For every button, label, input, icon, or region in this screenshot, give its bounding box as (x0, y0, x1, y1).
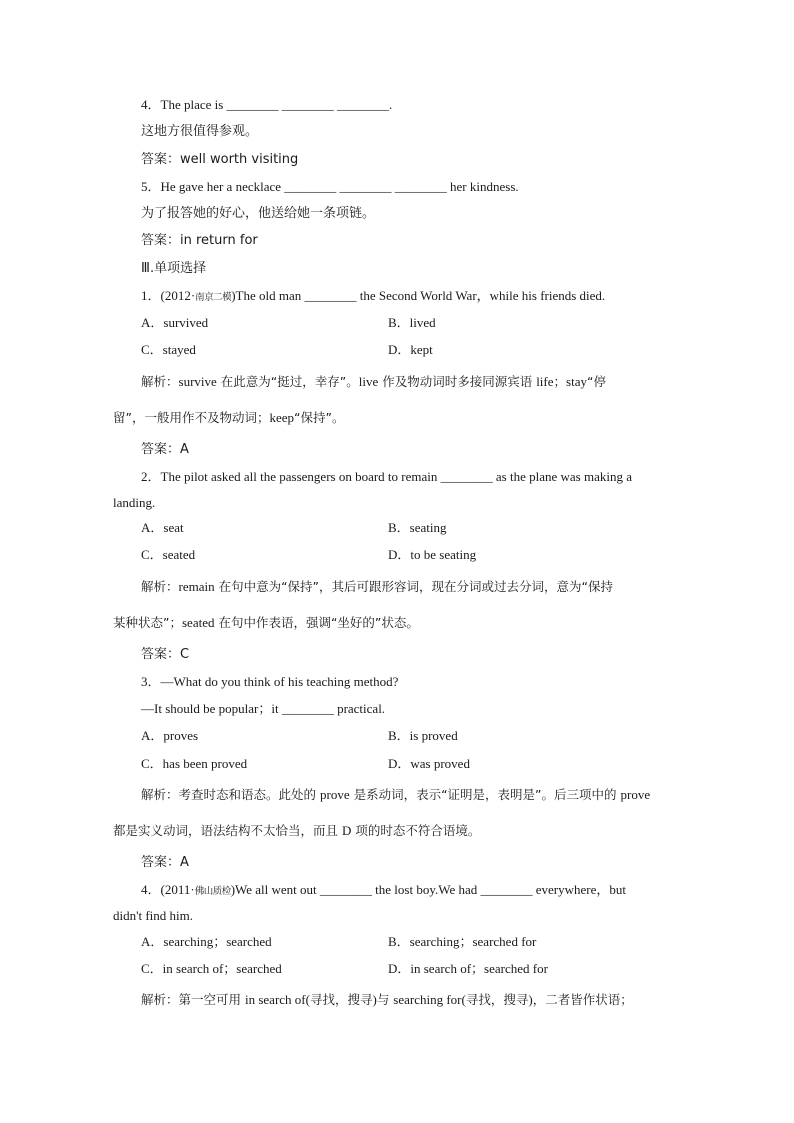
q3-option-c: C．has been proved (141, 756, 248, 771)
jx-en: survive (178, 374, 217, 389)
q1-number: 1．(2012· (141, 288, 196, 303)
q1-explanation-line2 (113, 409, 344, 427)
jx-text: 解析： (141, 374, 179, 389)
q1-option-b: B．lived (388, 315, 436, 330)
q1-option-c: C．stayed (141, 342, 196, 357)
jx-text: 在句中意为“保持”，其后可跟形容词，现在分词或过去分词，意为“保持 (214, 579, 614, 594)
q2-explanation-line1 (141, 578, 613, 596)
jx-en: in search of( (244, 992, 310, 1007)
jx-text: “保持”。 (294, 410, 345, 425)
q2-option-d: D．to be seating (388, 547, 477, 562)
q4-translation-sentence: 4．The place is ________ ________ ________. (141, 97, 393, 112)
jx-text: 解析： (141, 579, 179, 594)
q1-text: )The old man ________ the Second World War，while his friends died. (231, 288, 606, 303)
mc-q2-stem-line2: landing. (113, 495, 156, 510)
jx-text: ，二者皆作状语； (532, 992, 633, 1007)
q4-option-b: B．searching；searched for (388, 934, 537, 949)
jx-en: keep (269, 410, 295, 425)
jx-en: stay (566, 374, 587, 389)
mc-q4-stem-line1 (141, 881, 626, 901)
q4-number: 4．(2011· (141, 882, 195, 897)
jx-text: 寻找，搜寻 (309, 992, 373, 1007)
jx-en: seated (181, 615, 215, 630)
q3-option-b: B．is proved (388, 728, 458, 743)
jx-text: 项的时态不符合语境。 (351, 823, 481, 838)
jx-text: 作及物动词时多接同源宾语 (378, 374, 537, 389)
q2-option-b: B．seating (388, 520, 447, 535)
jx-text: 在句中作表语，强调“坐好的”状态。 (214, 615, 419, 630)
jx-en: prove (319, 787, 350, 802)
jx-en: searching for( (393, 992, 466, 1007)
jx-text: 都是实义动词，语法结构不太恰当，而且 (113, 823, 342, 838)
jx-en: ) (372, 992, 377, 1007)
q2-option-a: A．seat (141, 520, 184, 535)
jx-en: live (358, 374, 379, 389)
q1-source: 南京二模 (195, 292, 232, 303)
mc-q1-stem (141, 287, 605, 307)
jx-en: life (536, 374, 554, 389)
mc-q4-stem-line2: didn't find him. (113, 908, 193, 923)
q4-explanation-line1 (141, 991, 633, 1009)
jx-text: 留”，一般用作不及物动词； (113, 410, 270, 425)
q4-source: 佛山质检 (194, 886, 231, 897)
q1-option-a: A．survived (141, 315, 209, 330)
jx-text: “停 (586, 374, 606, 389)
jx-text: 某种状态”； (113, 615, 182, 630)
q3-option-a: A．proves (141, 728, 199, 743)
q1-answer: 答案：A (141, 442, 189, 457)
answer-text: 答案：well worth visiting (141, 152, 299, 167)
q4-text: )We all went out ________ the lost boy.We had ________ everywhere，but (230, 882, 626, 897)
q4-option-c: C．in search of；searched (141, 961, 282, 976)
mc-q3-stem-line1: 3．—What do you think of his teaching method? (141, 674, 399, 689)
q2-option-c: C．seated (141, 547, 196, 562)
q5-chinese-sentence: 为了报答她的好心，他送给她一条项链。 (141, 206, 376, 221)
q3-answer: 答案：A (141, 855, 189, 870)
jx-en: D (341, 823, 352, 838)
q3-explanation-line1 (141, 786, 650, 804)
mc-q3-stem-line2: —It should be popular；it ________ practical. (141, 701, 386, 716)
q1-explanation-line1 (141, 373, 606, 391)
q4-option-d: D．in search of；searched for (388, 961, 548, 976)
jx-text: 是系动词，表示“证明是，表明是”。后三项中的 (349, 787, 621, 802)
jx-text: 在此意为“挺过，幸存”。 (216, 374, 359, 389)
jx-text: 与 (376, 992, 394, 1007)
jx-text: 解析：第一空可用 (141, 992, 245, 1007)
q3-option-d: D．was proved (388, 756, 470, 771)
jx-text: ； (553, 374, 567, 389)
section-title: Ⅲ.单项选择 (141, 261, 207, 276)
q5-translation-sentence: 5．He gave her a necklace ________ ________ ________ her kindness. (141, 179, 519, 194)
jx-text: 解析：考查时态和语态。此处的 (141, 787, 320, 802)
mc-q2-stem-line1: 2．The pilot asked all the passengers on board to remain ________ as the plane was making a (141, 469, 632, 484)
q4-chinese-sentence: 这地方很值得参观。 (141, 124, 259, 139)
q1-option-d: D．kept (388, 342, 433, 357)
q5-answer (141, 232, 258, 250)
jx-en: remain (178, 579, 215, 594)
answer-text: 答案：in return for (141, 233, 258, 248)
q4-option-a: A．searching；searched (141, 934, 272, 949)
jx-en: prove (620, 787, 651, 802)
q2-answer: 答案：C (141, 647, 190, 662)
q2-explanation-line2 (113, 614, 419, 632)
q3-explanation-line2 (113, 822, 480, 840)
jx-text: 寻找，搜寻 (465, 992, 529, 1007)
jx-en: ) (528, 992, 533, 1007)
q4-answer (141, 151, 298, 169)
